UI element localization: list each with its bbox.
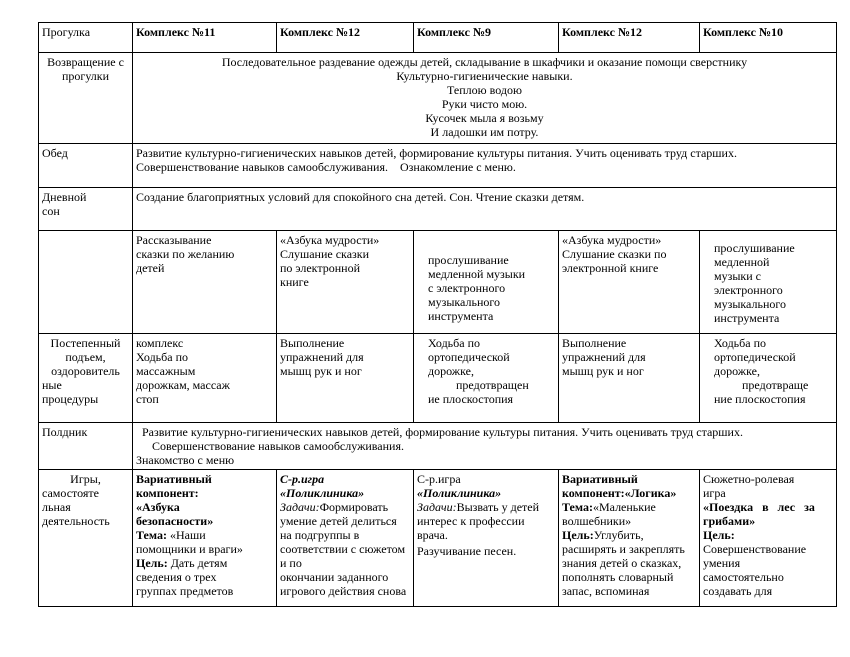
return-walk-line: Культурно-гигиенические навыки. <box>396 69 573 83</box>
activity-line: электронной книге <box>562 261 659 275</box>
wakeup-line: стоп <box>136 392 159 406</box>
wakeup-line: упражнений для <box>280 350 364 364</box>
goal-text: запас, вспоминая <box>562 584 650 598</box>
activity-line: инструмента <box>714 311 780 325</box>
theme-label: Тема: <box>136 528 167 542</box>
activity-line: Слушание сказки по <box>562 247 667 261</box>
wakeup-line: мышц рук и ног <box>562 364 644 378</box>
wakeup-line: Ходьба по <box>714 336 766 350</box>
theme-label: Тема: <box>562 500 593 514</box>
wakeup-line: Выполнение <box>562 336 627 350</box>
goal-text: пополнять словарный <box>562 570 674 584</box>
activity-line: сказки по желанию <box>136 247 235 261</box>
goal-text: Совершенствование <box>703 542 807 556</box>
activity-line: электронного <box>714 283 783 297</box>
wakeup-cell-1 <box>133 334 277 423</box>
wakeup-line: ортопедической <box>714 350 796 364</box>
games-label-line: самостояте <box>42 486 99 500</box>
wakeup-cell-5 <box>700 334 837 423</box>
goal-label: Цель: <box>136 556 168 570</box>
task-label: Задачи: <box>417 500 457 514</box>
games-cell-5 <box>700 470 837 607</box>
games-title-line: «Азбука <box>136 500 180 514</box>
daily-plan-table <box>38 22 837 607</box>
complex-header-2: Комплекс №12 <box>277 23 414 53</box>
wakeup-line: дорожке, <box>714 364 760 378</box>
task-text: интерес к профессии <box>417 514 525 528</box>
lunch-label: Обед <box>39 144 133 188</box>
snack-line: Знакомство с меню <box>136 453 235 467</box>
activity-line: Слушание сказки <box>280 247 370 261</box>
activity-cell-4 <box>559 231 700 334</box>
wakeup-line: комплекс <box>136 336 184 350</box>
games-cell-1 <box>133 470 277 607</box>
task-text: на подгруппы в <box>280 528 360 542</box>
wakeup-label <box>39 334 133 423</box>
games-title-line: Вариативный <box>562 472 638 486</box>
snack-row <box>39 423 837 470</box>
wakeup-line: Ходьба по <box>428 336 480 350</box>
lunch-text <box>133 144 837 188</box>
wakeup-cell-2 <box>277 334 414 423</box>
poem-line: И ладошки им потру. <box>430 125 539 139</box>
game-title-text: «Поездка в лес за <box>703 500 815 514</box>
wakeup-line: дорожкам, массаж <box>136 378 230 392</box>
games-title-line: компонент:«Логика» <box>562 486 677 500</box>
complex-header-3: Комплекс №9 <box>414 23 559 53</box>
goal-text: Дать детям <box>167 556 228 570</box>
wakeup-line: предотвращен <box>456 378 529 392</box>
activity-cell-2 <box>277 231 414 334</box>
goal-text: знания детей о сказках, <box>562 556 682 570</box>
wakeup-label-line: ные <box>42 378 62 392</box>
poem-line: Кусочек мыла я возьму <box>425 111 544 125</box>
activity-line: Рассказывание <box>136 233 212 247</box>
activity-cell-3 <box>414 231 559 334</box>
wakeup-line: ние плоскостопия <box>714 392 806 406</box>
wakeup-line: ие плоскостопия <box>428 392 514 406</box>
wakeup-cell-4 <box>559 334 700 423</box>
games-title-line: «Поликлиника» <box>280 486 365 500</box>
wakeup-label-line: оздоровитель <box>51 364 120 378</box>
games-row <box>39 470 837 607</box>
nap-row <box>39 188 837 231</box>
lunch-line: Развитие культурно-гигиенических навыков детей, формирование культуры питания. Учить оценивать труд старших. <box>136 146 737 160</box>
goal-text: сведения о трех <box>136 570 217 584</box>
wakeup-line: упражнений для <box>562 350 646 364</box>
activity-line: по электронной <box>280 261 360 275</box>
task-text: Формировать <box>319 500 389 514</box>
games-label <box>39 470 133 607</box>
walk-label: Прогулка <box>39 23 133 53</box>
activity-line: «Азбука мудрости» <box>562 233 662 247</box>
task-text: игрового действия снова <box>280 584 407 598</box>
goal-text: создавать для <box>703 584 773 598</box>
activity-line: «Азбука мудрости» <box>280 233 380 247</box>
nap-label <box>39 188 133 231</box>
snack-line: Развитие культурно-гигиенических навыков детей, формирование культуры питания. Учить оценивать труд старших. <box>142 425 743 439</box>
goal-label: Цель: <box>703 528 735 542</box>
activity-line: прослушивание <box>714 241 795 255</box>
poem-line: Руки чисто мою. <box>441 97 528 111</box>
wakeup-label-line: подъем, <box>65 350 106 364</box>
goal-label: Цель: <box>562 528 594 542</box>
header-row <box>39 23 837 53</box>
activity-line: музыки с <box>714 269 761 283</box>
games-cell-3 <box>414 470 559 607</box>
games-cell-2 <box>277 470 414 607</box>
theme-text: помощники и враги» <box>136 542 243 556</box>
task-text: умение детей делиться <box>280 514 397 528</box>
games-title-line: безопасности» <box>136 514 214 528</box>
lunch-line: Совершенствование навыков самообслуживания. Ознакомление с меню. <box>136 160 516 174</box>
games-cell-4 <box>559 470 700 607</box>
goal-text: самостоятельно <box>703 570 784 584</box>
snack-text <box>133 423 837 470</box>
snack-line: Совершенствование навыков самообслуживания. <box>152 439 404 453</box>
wakeup-line: предотвраще <box>742 378 809 392</box>
theme-text: «Наши <box>166 528 206 542</box>
activity-line: музыкального <box>428 295 500 309</box>
task-text: врача. <box>417 528 448 542</box>
wakeup-line: массажным <box>136 364 196 378</box>
activity-line: медленной <box>714 255 770 269</box>
games-label-line: Игры, <box>70 472 101 486</box>
nap-text: Создание благоприятных условий для спокойного сна детей. Сон. Чтение сказки детям. <box>133 188 837 231</box>
complex-header-1: Комплекс №11 <box>133 23 277 53</box>
activity-line: музыкального <box>714 297 786 311</box>
games-title-line: Вариативный <box>136 472 212 486</box>
goal-text: умения <box>703 556 741 570</box>
task-text: соответствии с сюжетом <box>280 542 406 556</box>
activity-cell-1 <box>133 231 277 334</box>
song-learning-text: Разучивание песен. <box>417 544 517 558</box>
snack-label: Полдник <box>39 423 133 470</box>
activity-cell-5 <box>700 231 837 334</box>
games-title-line: «Поликлиника» <box>417 486 502 500</box>
complex-header-5: Комплекс №10 <box>700 23 837 53</box>
wakeup-line: дорожке, <box>428 364 474 378</box>
complex-header-4: Комплекс №12 <box>559 23 700 53</box>
wakeup-line: ортопедической <box>428 350 510 364</box>
wakeup-line: мышц рук и ног <box>280 364 362 378</box>
return-walk-label: Возвращение с прогулки <box>39 53 133 144</box>
games-title-line: компонент: <box>136 486 199 500</box>
activities-row <box>39 231 837 334</box>
activities-label <box>39 231 133 334</box>
return-walk-row <box>39 53 837 144</box>
games-label-line: деятельность <box>42 514 110 528</box>
wakeup-line: Выполнение <box>280 336 345 350</box>
activity-line: прослушивание <box>428 253 509 267</box>
return-walk-text <box>133 53 837 144</box>
task-text: окончании заданного <box>280 570 389 584</box>
wakeup-label-line: процедуры <box>42 392 99 406</box>
wakeup-line: Ходьба по <box>136 350 188 364</box>
return-walk-line: Последовательное раздевание одежды детей, складывание в шкафчики и оказание помощи сверстнику <box>221 55 748 69</box>
goal-text: группах предметов <box>136 584 234 598</box>
wakeup-cell-3 <box>414 334 559 423</box>
theme-text: «Маленькие <box>592 500 656 514</box>
goal-text: расширять и закреплять <box>562 542 685 556</box>
games-title-line: С-р.игра <box>417 472 461 486</box>
activity-line: инструмента <box>428 309 494 323</box>
activity-line: книге <box>280 275 309 289</box>
poem-line: Теплою водою <box>447 83 522 97</box>
lunch-row <box>39 144 837 188</box>
wakeup-row <box>39 334 837 423</box>
games-title-line: С-р.игра <box>280 472 325 486</box>
game-title-text: грибами» <box>703 514 756 528</box>
games-label-line: льная <box>42 500 71 514</box>
goal-text: Углубить, <box>593 528 644 542</box>
task-text: Вызвать у детей <box>456 500 540 514</box>
games-title-line: игра <box>703 486 726 500</box>
activity-line: детей <box>136 261 165 275</box>
theme-text: волшебники» <box>562 514 632 528</box>
nap-label-line: сон <box>42 204 60 218</box>
task-label: Задачи: <box>280 500 320 514</box>
nap-label-line: Дневной <box>42 190 87 204</box>
games-title-line: Сюжетно-ролевая <box>703 472 795 486</box>
wakeup-label-line: Постепенный <box>50 336 121 350</box>
activity-line: с электронного <box>428 281 506 295</box>
task-text: и по <box>280 556 302 570</box>
activity-line: медленной музыки <box>428 267 526 281</box>
